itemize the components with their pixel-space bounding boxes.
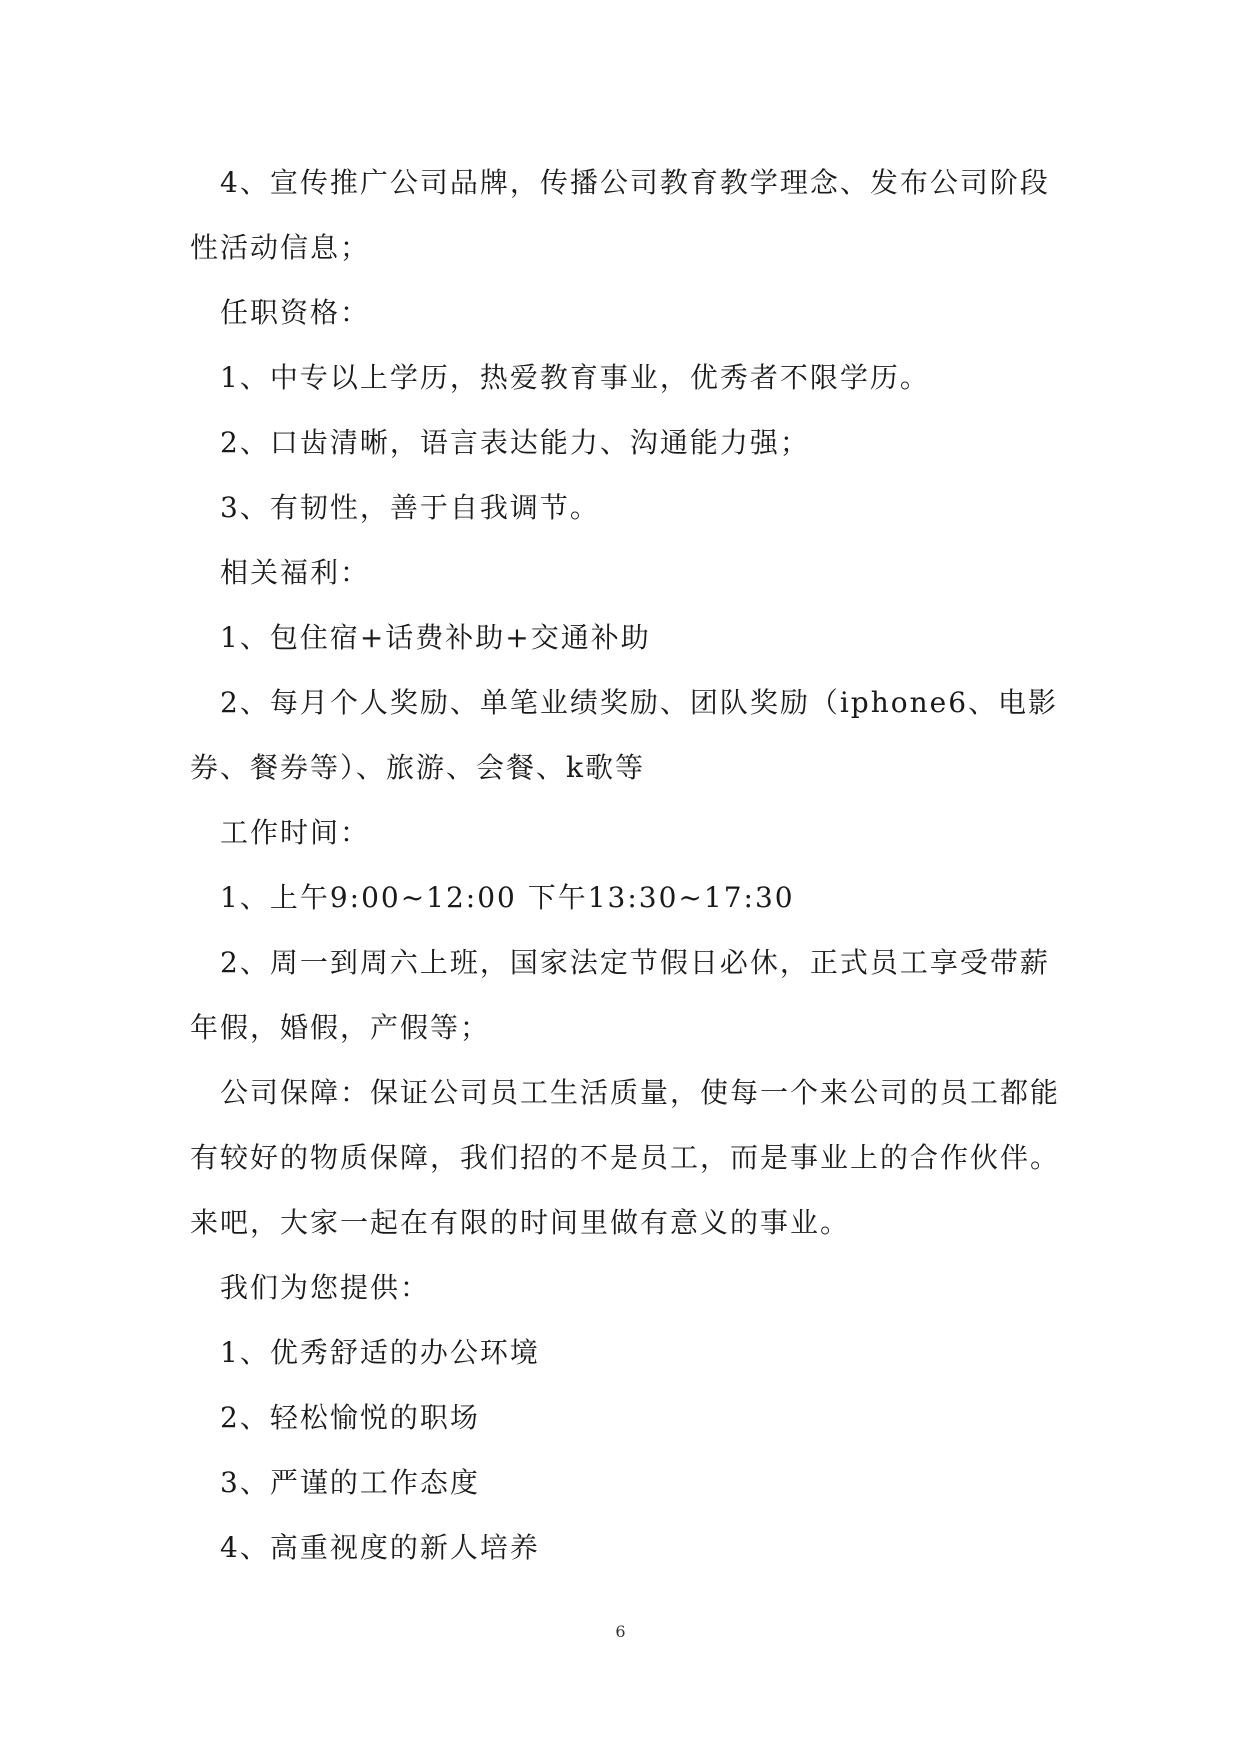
paragraph-work-hours-1: 1、上午9:00~12:00 下午13:30~17:30 [220, 881, 795, 914]
heading-benefits: 相关福利： [220, 556, 371, 589]
paragraph-qualification-3: 3、有韧性，善于自我调节。 [220, 491, 600, 524]
heading-work-hours: 工作时间： [220, 816, 371, 849]
paragraph-benefit-1: 1、包住宿+话费补助+交通补助 [220, 621, 651, 654]
page-number: 6 [615, 1622, 626, 1641]
paragraph-offer-4: 4、高重视度的新人培养 [220, 1531, 540, 1564]
paragraph-duty-4: 4、宣传推广公司品牌，传播公司教育教学理念、发布公司阶段性活动信息； [190, 166, 1050, 264]
paragraph-benefit-2: 2、每月个人奖励、单笔业绩奖励、团队奖励（iphone6、电影券、餐券等）、旅游、会餐、k歌等 [190, 686, 1059, 784]
heading-we-offer: 我们为您提供： [220, 1271, 431, 1304]
paragraph-qualification-2: 2、口齿清晰，语言表达能力、沟通能力强； [220, 426, 810, 459]
paragraph-work-hours-2: 2、周一到周六上班，国家法定节假日必休，正式员工享受带薪年假，婚假，产假等； [190, 946, 1050, 1044]
paragraph-qualification-1: 1、中专以上学历，热爱教育事业，优秀者不限学历。 [220, 361, 930, 394]
heading-qualifications: 任职资格： [220, 296, 371, 329]
document-body [190, 150, 1070, 1580]
paragraph-offer-3: 3、严谨的工作态度 [220, 1466, 480, 1499]
paragraph-offer-2: 2、轻松愉悦的职场 [220, 1401, 480, 1434]
paragraph-company-guarantee: 公司保障：保证公司员工生活质量，使每一个来公司的员工都能有较好的物质保障，我们招的不是员工，而是事业上的合作伙伴。来吧，大家一起在有限的时间里做有意义的事业。 [190, 1076, 1061, 1239]
paragraph-offer-1: 1、优秀舒适的办公环境 [220, 1336, 540, 1369]
